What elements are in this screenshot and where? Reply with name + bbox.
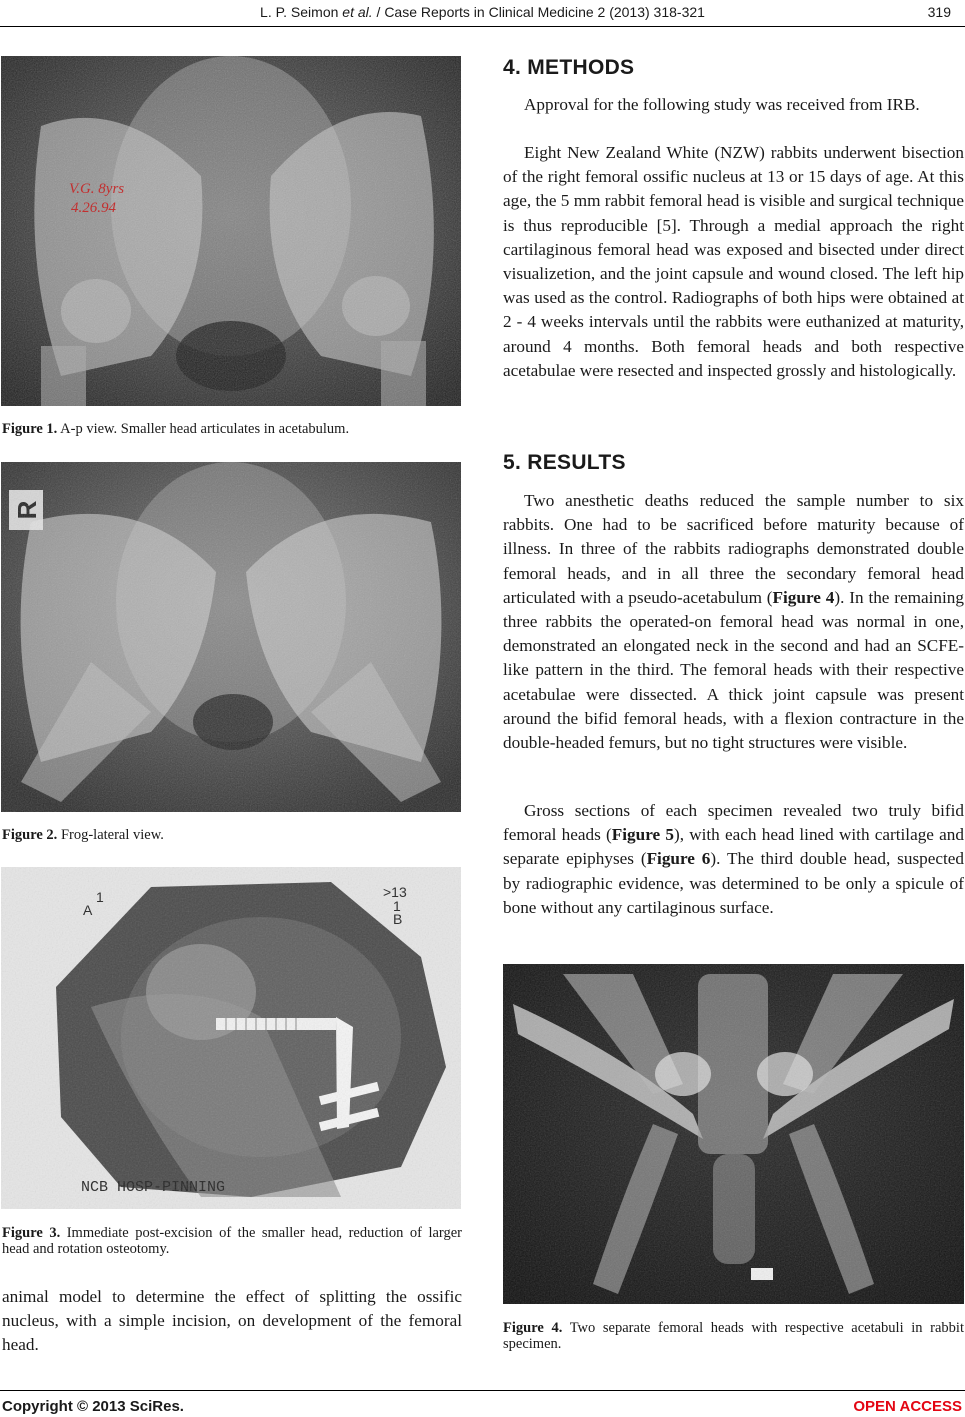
- figure-3-caption-text: Immediate post-excision of the smaller head, reduction of larger head and rotation osteotomy.: [2, 1225, 463, 1257]
- figure-2-caption: [2, 827, 462, 843]
- figure-4-caption-text: Two separate femoral heads with respective acetabuli in rabbit specimen.: [503, 1320, 964, 1352]
- methods-paragraph-2: Eight New Zealand White (NZW) rabbits underwent bisection of the right femoral ossific nucleus at 13 or 15 days of age. At this age, the 5 mm rabbit femoral head is visible and surgical technique is thus reproducible [5]. Through a medial approach the right cartilaginous femoral head was exposed and bisected under direct visualizetion, and the joint capsule and wound closed. The left hip was used as the control. Radiographs of both hips were obtained at 2 - 4 weeks intervals until the rabbits were euthanized at maturity, around 4 months. Both femoral heads and both respective acetabulae were resected and inspected grossly and histologically.: [503, 143, 964, 380]
- figure-1-handwriting-2: 4.26.94: [71, 200, 116, 216]
- figure-3-image: [1, 867, 461, 1209]
- page-footer: [0, 1396, 965, 1416]
- figure-1-caption: [2, 421, 462, 437]
- results-heading: 5. RESULTS: [503, 451, 626, 474]
- figure-4-image: [503, 964, 964, 1304]
- page-number: 319: [927, 4, 951, 20]
- figure-6-reference: Figure 6: [646, 849, 711, 869]
- results-paragraph-1: [503, 489, 964, 755]
- running-head-etal: et al.: [342, 4, 373, 20]
- figure-4-caption: [503, 1320, 964, 1352]
- figure-5-reference: Figure 5: [611, 825, 674, 845]
- running-head: [0, 4, 965, 20]
- running-head-journal: / Case Reports in Clinical Medicine 2 (2013) 318-321: [372, 4, 705, 20]
- figure-1-image: [1, 56, 461, 406]
- footer-rule: [0, 1390, 965, 1391]
- results-p2-text-c: ). The third double head, suspected by radiographic evidence, was determined to be only a spicule of bone without any cartilaginous surface.: [503, 849, 965, 917]
- open-access-label: OPEN ACCESS: [853, 1398, 962, 1415]
- figure-1-label: Figure 1.: [2, 421, 58, 437]
- figure-4-label: Figure 4.: [503, 1320, 563, 1336]
- results-p2-text-b: ), with each head lined with cartilage and separate epiphyses (: [503, 825, 964, 869]
- results-p1-text-b: ). In the remaining three rabbits the operated-on femoral head was normal in one, demonstrated an elongated neck in the second and had an SCFE-like pattern in the third. The femoral heads with their respective acetabulae were dissected. A thick joint capsule was present around the bifid femoral heads, with a flexion contracture in the double-headed femurs, but no tight structures were visible.: [503, 587, 964, 753]
- figure-2-caption-text: Frog-lateral view.: [57, 827, 164, 843]
- header-rule: [0, 26, 965, 27]
- figure-4-reference: Figure 4: [772, 587, 835, 607]
- running-header: [0, 4, 965, 26]
- figure-1-handwriting-1: V.G. 8yrs: [69, 181, 125, 197]
- figure-2-label: Figure 2.: [2, 827, 58, 843]
- results-p1-text-a: Two anesthetic deaths reduced the sample number to six rabbits. One had to be sacrificed before maturity because of illness. In three of the rabbits radiographs demonstrated double femoral heads, and in all three the secondary femoral head articulated with a pseudo-acetabulum (: [503, 491, 964, 607]
- results-paragraph-2: [503, 799, 964, 920]
- left-column-paragraph: animal model to determine the effect of splitting the ossific nucleus, with a simple incision, on development of the femoral head.: [2, 1287, 462, 1355]
- running-head-authors: L. P. Seimon: [260, 4, 343, 20]
- results-p2-text-a: Gross sections of each specimen revealed two truly bifid femoral heads (: [503, 801, 964, 845]
- figure-3-label: Figure 3.: [2, 1225, 61, 1241]
- methods-heading: 4. METHODS: [503, 56, 635, 79]
- copyright: Copyright © 2013 SciRes.: [2, 1398, 184, 1415]
- methods-paragraph-1: Approval for the following study was received from IRB.: [524, 95, 920, 114]
- figure-1-caption-text: A-p view. Smaller head articulates in acetabulum.: [57, 421, 350, 437]
- figure-2-image: [1, 462, 461, 812]
- figure-3-caption: [2, 1225, 462, 1257]
